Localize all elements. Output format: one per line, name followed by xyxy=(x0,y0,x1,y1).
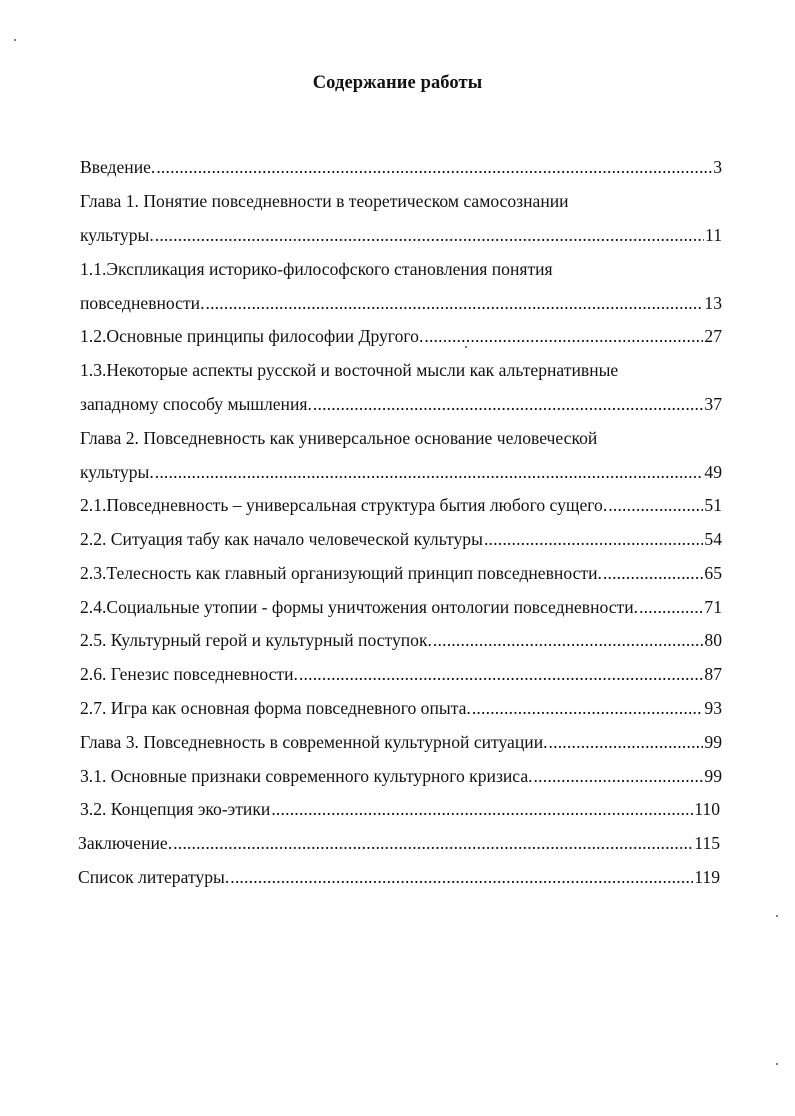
toc-entry-page: 99 xyxy=(704,732,722,752)
dot-leader xyxy=(173,832,693,854)
toc-entry xyxy=(78,866,720,888)
toc-entry-text: 2.2. Ситуация табу как начало человеческой культуры xyxy=(80,529,483,549)
toc-entry xyxy=(80,562,722,584)
toc-entry-text: Глава 2. Повседневность как универсальное основание человеческой xyxy=(80,428,598,448)
toc-entry-text: Глава 3. Повседневность в современной культурной ситуации. xyxy=(80,732,548,752)
dot-leader xyxy=(230,866,693,888)
toc-entry-page: 119 xyxy=(694,867,720,887)
toc-entry-page: 110 xyxy=(694,799,720,819)
toc-entry xyxy=(80,663,722,685)
dot-leader xyxy=(534,765,704,787)
toc-entry-text: 1.1.Экспликация историко-философского становления понятия xyxy=(80,259,553,279)
scan-speck xyxy=(14,39,16,41)
toc-entry xyxy=(78,832,720,854)
toc-entry xyxy=(80,325,722,347)
dot-leader xyxy=(271,798,693,820)
toc-entry-text: 2.3.Телесность как главный организующий принцип повседневности. xyxy=(80,563,602,583)
toc-entry-page: 27 xyxy=(704,326,722,346)
toc-entry-text: 2.7. Игра как основная форма повседневного опыта. xyxy=(80,698,471,718)
toc-entry-text: 3.2. Концепция эко-этики xyxy=(80,799,271,819)
toc-entry xyxy=(80,528,722,550)
toc-entry xyxy=(80,697,722,719)
dot-leader xyxy=(299,663,704,685)
toc-entry-page: 54 xyxy=(704,529,722,549)
toc-entry xyxy=(80,292,722,314)
toc-entry-text: повседневности. xyxy=(80,293,205,313)
scan-speck xyxy=(776,915,778,917)
dot-leader xyxy=(205,292,703,314)
dot-leader xyxy=(424,325,703,347)
toc-entry-page: 3 xyxy=(713,157,722,177)
toc-entry xyxy=(80,258,553,280)
toc-entry xyxy=(80,427,597,449)
toc-entry-text: Введение. xyxy=(80,157,156,177)
toc-entry-page: 13 xyxy=(704,293,722,313)
toc-entry xyxy=(80,461,722,483)
dot-leader xyxy=(603,562,704,584)
toc-entry-page: 37 xyxy=(704,394,722,414)
toc-entry-page: 93 xyxy=(704,698,722,718)
toc-entry-page: 99 xyxy=(704,766,722,786)
toc-entry-text: 2.6. Генезис повседневности. xyxy=(80,664,298,684)
toc-entry-page: 51 xyxy=(704,495,722,515)
toc-entry-page: 65 xyxy=(704,563,722,583)
dot-leader xyxy=(155,461,704,483)
dot-leader xyxy=(549,731,704,753)
toc-entry-text: 1.3.Некоторые аспекты русской и восточной мысли как альтернативные xyxy=(80,360,619,380)
toc-entry-text: культуры. xyxy=(80,225,154,245)
toc-entry xyxy=(80,798,720,820)
toc-entry-text: Глава 1. Понятие повседневности в теоретическом самосознании xyxy=(80,191,569,211)
toc-entry-text: 2.1.Повседневность – универсальная структура бытия любого сущего. xyxy=(80,495,608,515)
toc-entry xyxy=(80,629,722,651)
toc-entry xyxy=(80,731,722,753)
toc-entry-text: 2.4.Социальные утопии - формы уничтожения онтологии повседневности. xyxy=(80,597,639,617)
dot-leader xyxy=(156,156,712,178)
toc-entry-page: 11 xyxy=(705,225,722,245)
dot-leader xyxy=(472,697,704,719)
toc-entry xyxy=(80,190,569,212)
toc-entry xyxy=(80,494,722,516)
toc-entry-page: 87 xyxy=(704,664,722,684)
toc-entry xyxy=(80,765,722,787)
dot-leader xyxy=(433,629,704,651)
toc-entry-text: 3.1. Основные признаки современного культурного кризиса. xyxy=(80,766,533,786)
toc-entry-page: 115 xyxy=(694,833,720,853)
dot-leader xyxy=(639,596,703,618)
scan-speck xyxy=(465,346,467,348)
toc-entry-text: Заключение. xyxy=(78,833,173,853)
toc-entry-text: 1.2.Основные принципы философии Другого. xyxy=(80,326,424,346)
toc-entry-text: Список литературы. xyxy=(78,867,230,887)
toc-entry-page: 71 xyxy=(704,597,722,617)
scan-speck xyxy=(776,1063,778,1065)
toc-entry xyxy=(80,359,618,381)
toc-entry xyxy=(80,596,722,618)
toc-entry-page: 49 xyxy=(704,462,722,482)
toc-entry xyxy=(80,393,722,415)
page-title: Содержание работы xyxy=(312,73,483,93)
dot-leader xyxy=(313,393,704,415)
toc-entry xyxy=(80,224,722,246)
toc-entry-text: западному способу мышления. xyxy=(80,394,312,414)
toc-entry-text: 2.5. Культурный герой и культурный поступок. xyxy=(80,630,432,650)
dot-leader xyxy=(484,528,703,550)
toc-entry-page: 80 xyxy=(704,630,722,650)
toc-entry-text: культуры. xyxy=(80,462,154,482)
dot-leader xyxy=(155,224,704,246)
dot-leader xyxy=(608,494,703,516)
toc-entry xyxy=(80,156,722,178)
